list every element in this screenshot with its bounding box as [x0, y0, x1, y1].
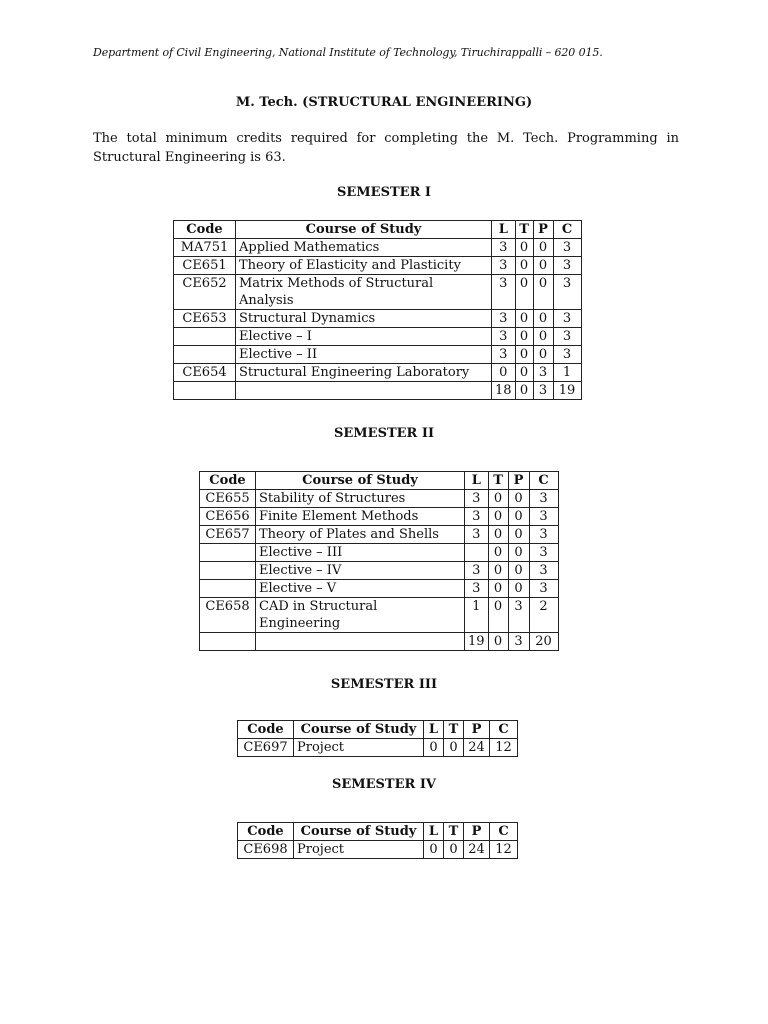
course-code [174, 346, 236, 364]
t-header: T [488, 472, 508, 490]
code-header: Code [174, 221, 236, 239]
l-header: L [424, 721, 444, 739]
tutorial-hours: 0 [488, 526, 508, 544]
semester-3-heading: SEMESTER III [330, 677, 438, 692]
course-code: CE653 [174, 310, 236, 328]
lecture-hours-total: 19 [465, 633, 489, 651]
table-row [174, 239, 582, 257]
lecture-hours: 3 [492, 346, 516, 364]
course-code: CE651 [174, 257, 236, 275]
credits: 12 [490, 739, 518, 757]
tutorial-hours: 0 [488, 490, 508, 508]
lecture-hours: 3 [492, 328, 516, 346]
code-header: Code [238, 823, 294, 841]
credits: 3 [553, 328, 581, 346]
p-header: P [508, 472, 529, 490]
table-header-row [238, 823, 518, 841]
course-title: Elective – II [236, 346, 492, 364]
table-row [200, 490, 559, 508]
course-title: Applied Mathematics [236, 239, 492, 257]
t-header: T [515, 221, 533, 239]
practical-hours: 0 [533, 346, 553, 364]
practical-hours: 0 [508, 562, 529, 580]
c-header: C [553, 221, 581, 239]
tutorial-hours: 0 [488, 544, 508, 562]
lecture-hours: 0 [424, 739, 444, 757]
course-title [256, 633, 465, 651]
c-header: C [490, 823, 518, 841]
course-code [200, 633, 256, 651]
tutorial-hours: 0 [488, 562, 508, 580]
credits: 3 [553, 239, 581, 257]
course-code [200, 544, 256, 562]
l-header: L [465, 472, 489, 490]
practical-hours: 0 [533, 275, 553, 310]
course-title: Elective – V [256, 580, 465, 598]
course-title: Project [294, 841, 424, 859]
credits: 1 [553, 364, 581, 382]
table-row [200, 544, 559, 562]
table-row [174, 364, 582, 382]
credits-total: 20 [529, 633, 558, 651]
course-title: Stability of Structures [256, 490, 465, 508]
course-title: Structural Engineering Laboratory [236, 364, 492, 382]
course-code [200, 562, 256, 580]
page-title: M. Tech. (STRUCTURAL ENGINEERING) [235, 95, 533, 110]
course-code: CE697 [238, 739, 294, 757]
course-code [200, 580, 256, 598]
course-code [174, 328, 236, 346]
lecture-hours: 3 [465, 526, 489, 544]
course-title: Elective – I [236, 328, 492, 346]
course-title: Structural Dynamics [236, 310, 492, 328]
course-header: Course of Study [294, 721, 424, 739]
course-code: CE658 [200, 598, 256, 633]
practical-hours: 24 [464, 739, 490, 757]
credits: 3 [529, 544, 558, 562]
course-code: CE652 [174, 275, 236, 310]
course-header: Course of Study [256, 472, 465, 490]
semester-1-table [173, 220, 582, 400]
course-code: CE655 [200, 490, 256, 508]
credits: 3 [529, 508, 558, 526]
total-row [200, 633, 559, 651]
course-title: Project [294, 739, 424, 757]
tutorial-hours: 0 [515, 257, 533, 275]
course-header: Course of Study [236, 221, 492, 239]
credits: 3 [553, 275, 581, 310]
tutorial-hours: 0 [444, 739, 464, 757]
credits: 3 [553, 257, 581, 275]
tutorial-hours: 0 [444, 841, 464, 859]
semester-2-heading: SEMESTER II [333, 426, 435, 441]
course-title: Theory of Elasticity and Plasticity [236, 257, 492, 275]
tutorial-hours: 0 [515, 346, 533, 364]
table-header-row [200, 472, 559, 490]
table-row [174, 346, 582, 364]
page-header: Department of Civil Engineering, National Institute of Technology, Tiruchirappalli – 620 015. [93, 46, 603, 59]
credits-total: 19 [553, 382, 581, 400]
t-header: T [444, 721, 464, 739]
code-header: Code [238, 721, 294, 739]
course-title [236, 382, 492, 400]
practical-hours: 0 [533, 310, 553, 328]
course-code: CE654 [174, 364, 236, 382]
table-row [174, 275, 582, 310]
p-header: P [464, 721, 490, 739]
course-code: CE656 [200, 508, 256, 526]
tutorial-hours-total: 0 [515, 382, 533, 400]
table-row [200, 562, 559, 580]
table-row [238, 841, 518, 859]
credits: 3 [529, 562, 558, 580]
course-header: Course of Study [294, 823, 424, 841]
course-code: MA751 [174, 239, 236, 257]
credits: 3 [529, 490, 558, 508]
lecture-hours: 0 [424, 841, 444, 859]
practical-hours: 0 [508, 580, 529, 598]
lecture-hours: 3 [465, 562, 489, 580]
semester-4-table [237, 822, 518, 859]
lecture-hours [465, 544, 489, 562]
code-header: Code [200, 472, 256, 490]
semester-3-table [237, 720, 518, 757]
semester-4-heading: SEMESTER IV [331, 777, 437, 792]
lecture-hours-total: 18 [492, 382, 516, 400]
table-row [200, 526, 559, 544]
t-header: T [444, 823, 464, 841]
table-row [174, 310, 582, 328]
credits: 3 [529, 526, 558, 544]
practical-hours: 0 [508, 526, 529, 544]
tutorial-hours: 0 [515, 310, 533, 328]
practical-hours: 0 [508, 490, 529, 508]
l-header: L [424, 823, 444, 841]
practical-hours: 24 [464, 841, 490, 859]
lecture-hours: 3 [492, 310, 516, 328]
credits: 2 [529, 598, 558, 633]
p-header: P [533, 221, 553, 239]
lecture-hours: 3 [465, 580, 489, 598]
c-header: C [529, 472, 558, 490]
practical-hours: 0 [533, 257, 553, 275]
table-row [200, 598, 559, 633]
tutorial-hours: 0 [515, 275, 533, 310]
credits: 12 [490, 841, 518, 859]
lecture-hours: 1 [465, 598, 489, 633]
table-row [200, 508, 559, 526]
table-header-row [238, 721, 518, 739]
tutorial-hours: 0 [488, 598, 508, 633]
lecture-hours: 3 [492, 275, 516, 310]
course-title: Elective – IV [256, 562, 465, 580]
course-title: CAD in Structural Engineering [256, 598, 465, 633]
lecture-hours: 3 [465, 508, 489, 526]
table-row [238, 739, 518, 757]
semester-2-table [199, 471, 559, 651]
p-header: P [464, 823, 490, 841]
credits: 3 [553, 310, 581, 328]
intro-paragraph: The total minimum credits required for completing the M. Tech. Programming in Structural Engineering is 63. [93, 131, 679, 165]
tutorial-hours: 0 [515, 364, 533, 382]
course-title: Elective – III [256, 544, 465, 562]
course-title: Theory of Plates and Shells [256, 526, 465, 544]
table-row [174, 328, 582, 346]
practical-hours: 0 [533, 328, 553, 346]
practical-hours: 0 [508, 544, 529, 562]
tutorial-hours: 0 [488, 508, 508, 526]
lecture-hours: 3 [465, 490, 489, 508]
tutorial-hours: 0 [488, 580, 508, 598]
semester-1-heading: SEMESTER I [337, 185, 431, 200]
practical-hours: 0 [508, 508, 529, 526]
course-code: CE698 [238, 841, 294, 859]
credits: 3 [553, 346, 581, 364]
practical-hours-total: 3 [533, 382, 553, 400]
tutorial-hours: 0 [515, 239, 533, 257]
practical-hours: 3 [508, 598, 529, 633]
lecture-hours: 0 [492, 364, 516, 382]
table-row [174, 257, 582, 275]
practical-hours: 0 [533, 239, 553, 257]
practical-hours: 3 [533, 364, 553, 382]
lecture-hours: 3 [492, 239, 516, 257]
tutorial-hours-total: 0 [488, 633, 508, 651]
c-header: C [490, 721, 518, 739]
course-code: CE657 [200, 526, 256, 544]
practical-hours-total: 3 [508, 633, 529, 651]
l-header: L [492, 221, 516, 239]
course-title: Finite Element Methods [256, 508, 465, 526]
lecture-hours: 3 [492, 257, 516, 275]
tutorial-hours: 0 [515, 328, 533, 346]
credits: 3 [529, 580, 558, 598]
table-row [200, 580, 559, 598]
table-header-row [174, 221, 582, 239]
course-title: Matrix Methods of Structural Analysis [236, 275, 492, 310]
total-row [174, 382, 582, 400]
course-code [174, 382, 236, 400]
